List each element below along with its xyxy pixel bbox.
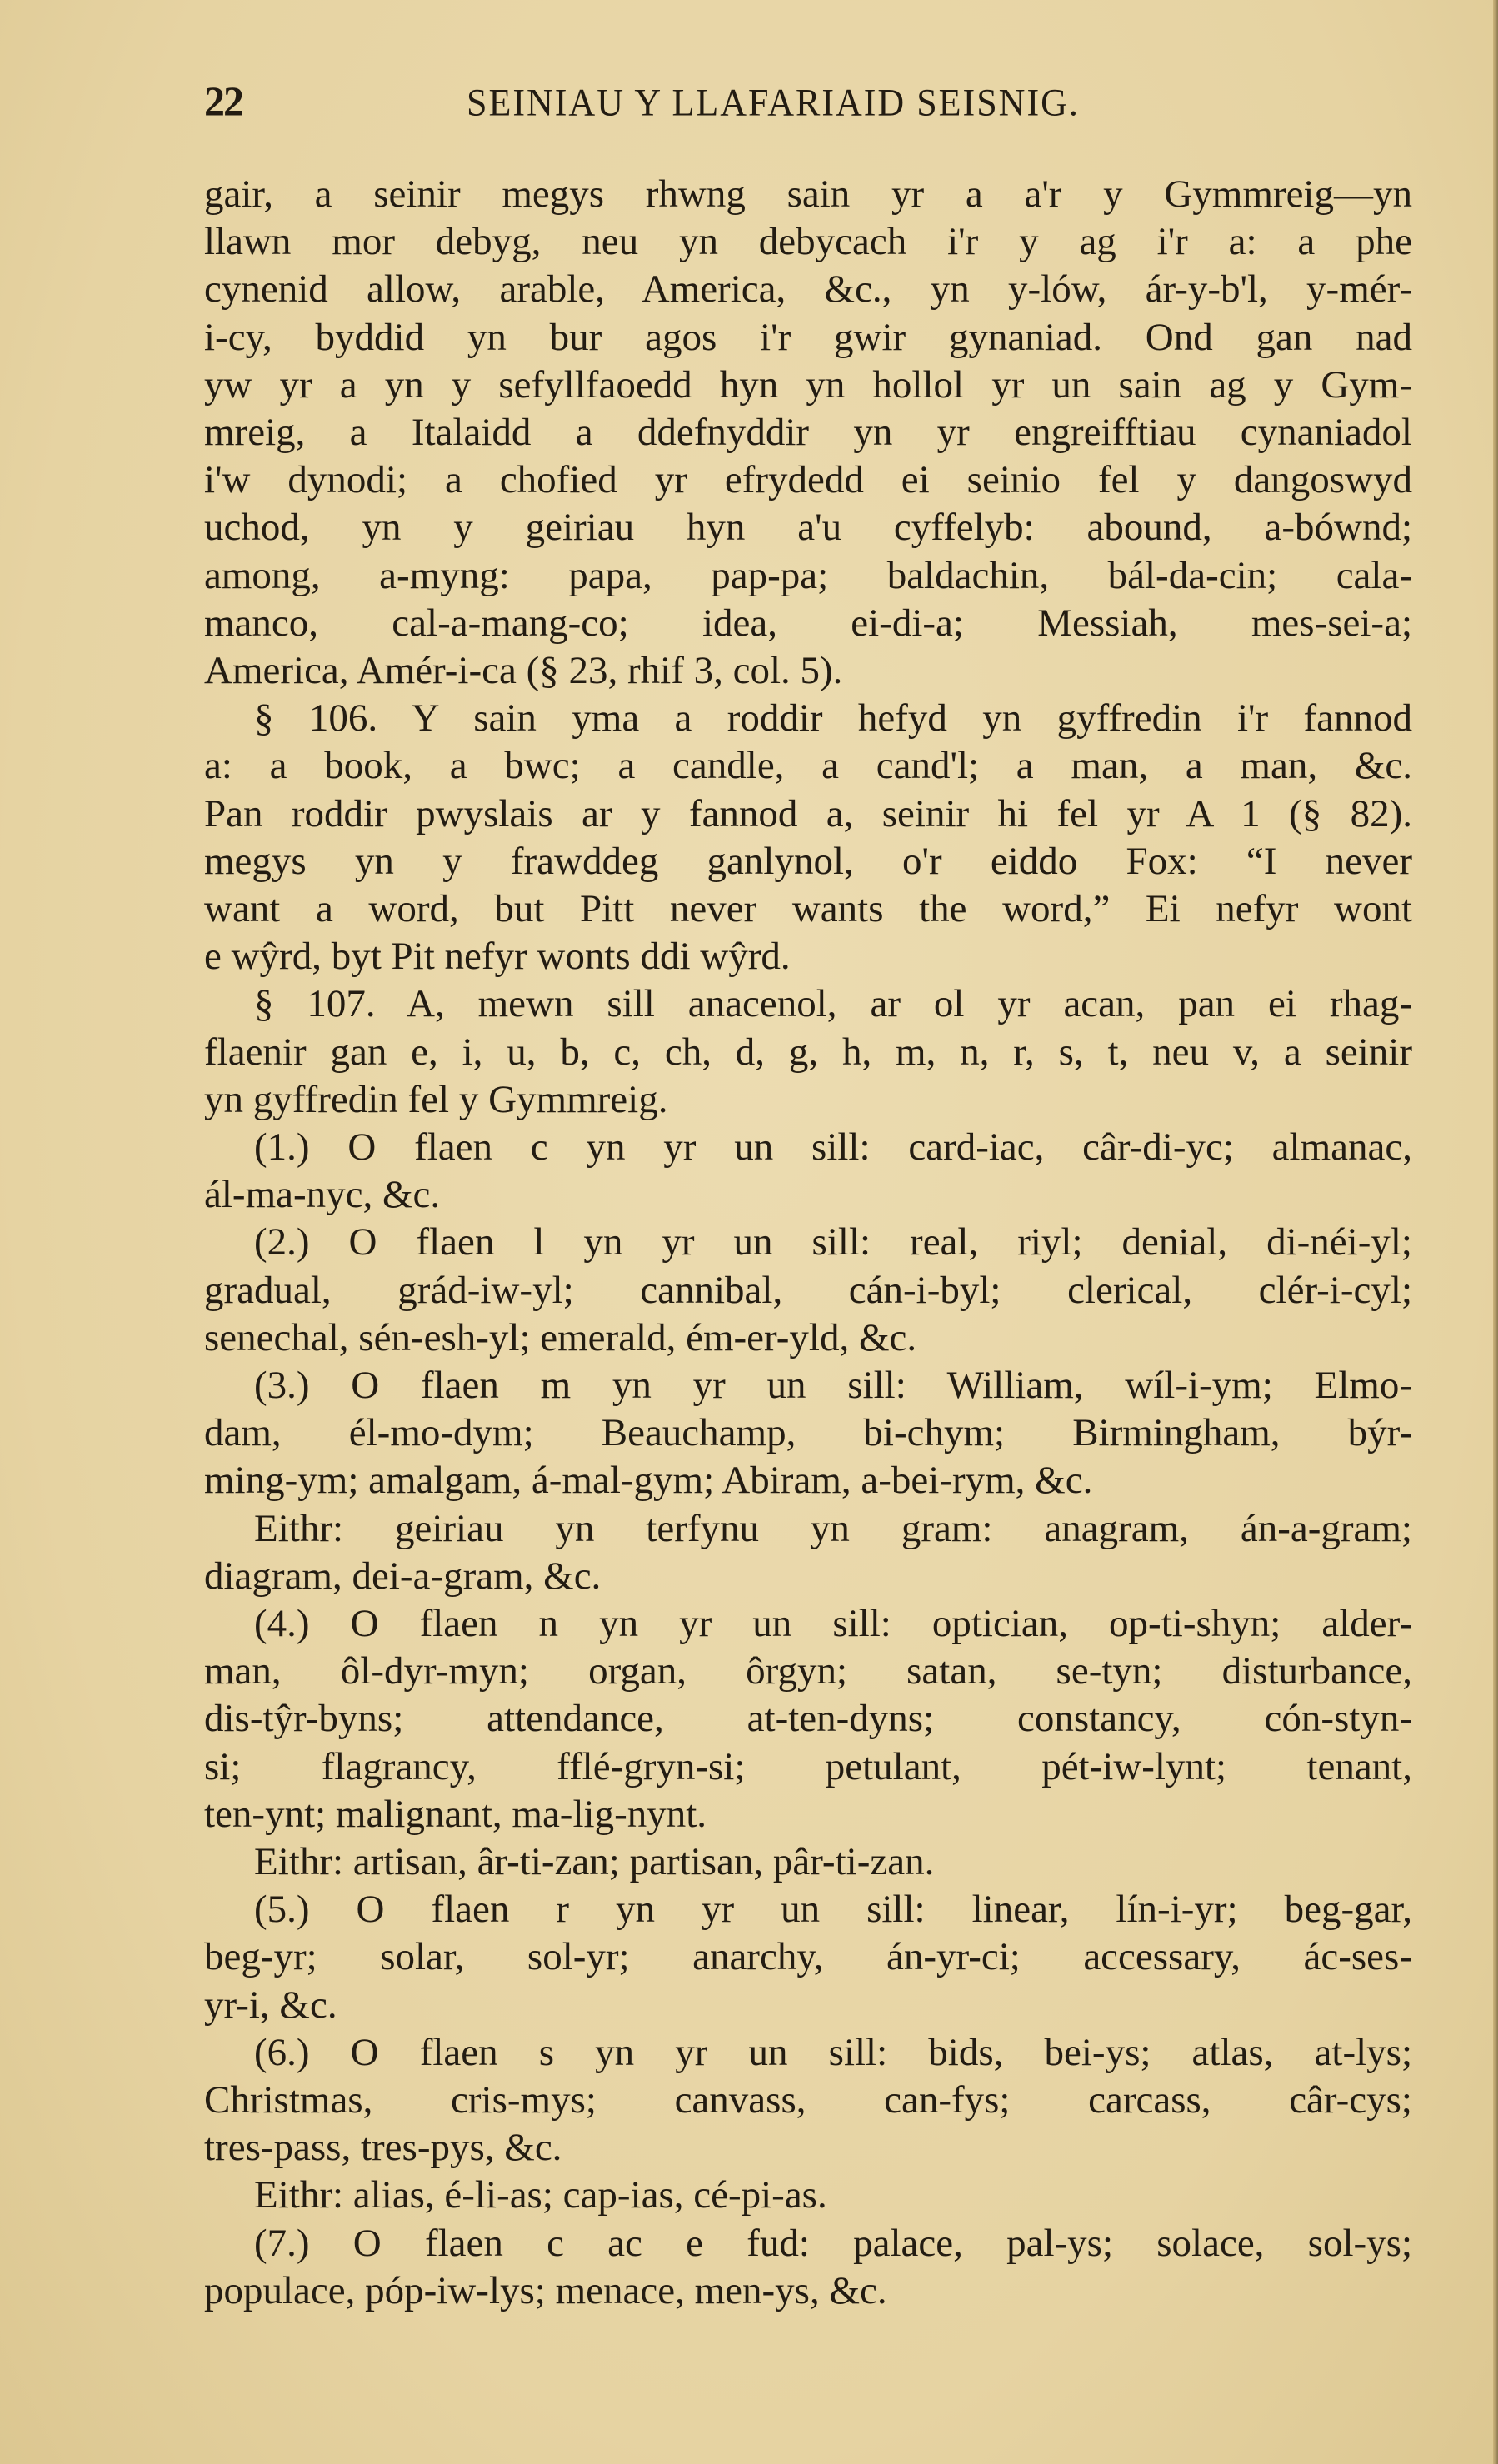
text-line: (7.) O flaen c ac e fud: palace, pal-ys; solace, sol-ys; bbox=[254, 2221, 1412, 2265]
page-number: 22 bbox=[204, 77, 242, 124]
text-line: beg-yr; solar, sol-yr; anarchy, án-yr-ci; accessary, ác-ses- bbox=[204, 1935, 1412, 1979]
text-line: (6.) O flaen s yn yr un sill: bids, bei-ys; atlas, at-lys; bbox=[254, 2030, 1412, 2074]
text-line: ming-ym; amalgam, á-mal-gym; Abiram, a-bei-rym, &c. bbox=[204, 1459, 1093, 1503]
text-line: llawn mor debyg, neu yn debycach i'r y ag i'r a: a phe bbox=[204, 220, 1412, 264]
text-line: megys yn y frawddeg ganlynol, o'r eiddo Fox: “I never bbox=[204, 839, 1412, 883]
text-line: among, a-myng: papa, pap-pa; baldachin, bál-da-cin; cala- bbox=[204, 553, 1412, 597]
text-line: gradual, grád-iw-yl; cannibal, cán-i-byl; clerical, clér-i-cyl; bbox=[204, 1268, 1412, 1312]
text-line: ten-ynt; malignant, ma-lig-nynt. bbox=[204, 1792, 707, 1836]
text-line: (2.) O flaen l yn yr un sill: real, riyl; denial, di-néi-yl; bbox=[254, 1220, 1412, 1264]
text-line: dam, él-mo-dym; Beauchamp, bi-chym; Birmingham, býr- bbox=[204, 1411, 1412, 1455]
text-line: want a word, but Pitt never wants the word,” Ei nefyr wont bbox=[204, 887, 1412, 930]
text-line: populace, póp-iw-lys; menace, men-ys, &c. bbox=[204, 2268, 887, 2312]
text-line: diagram, dei-a-gram, &c. bbox=[204, 1554, 602, 1598]
text-line: e wŷrd, byt Pit nefyr wonts ddi wŷrd. bbox=[204, 935, 791, 979]
text-line: man, ôl-dyr-myn; organ, ôrgyn; satan, se-tyn; disturbance, bbox=[204, 1649, 1412, 1693]
text-line: Eithr: artisan, âr-ti-zan; partisan, pâr-ti-zan. bbox=[254, 1840, 935, 1883]
text-line: Eithr: alias, é-li-as; cap-ias, cé-pi-as. bbox=[254, 2173, 827, 2217]
text-line: a: a book, a bwc; a candle, a cand'l; a man, a man, &c. bbox=[204, 744, 1412, 788]
text-line: i-cy, byddid yn bur agos i'r gwir gynaniad. Ond gan nad bbox=[204, 315, 1412, 359]
text-line: gair, a seinir megys rhwng sain yr a a'r y Gymmreig—yn bbox=[204, 172, 1412, 216]
text-line: Eithr: geiriau yn terfynu yn gram: anagram, án-a-gram; bbox=[254, 1506, 1412, 1550]
text-line: Pan roddir pwyslais ar y fannod a, seinir hi fel yr A 1 (§ 82). bbox=[204, 791, 1412, 835]
text-line: ál-ma-nyc, &c. bbox=[204, 1173, 441, 1217]
text-line: yr-i, &c. bbox=[204, 1983, 337, 2027]
text-line: § 106. Y sain yma a roddir hefyd yn gyffredin i'r fannod bbox=[254, 696, 1412, 741]
text-line: America, Amér-i-ca (§ 23, rhif 3, col. 5). bbox=[204, 649, 843, 692]
text-line: tres-pass, tres-pys, &c. bbox=[204, 2126, 562, 2170]
text-line: (3.) O flaen m yn yr un sill: William, wíl-i-ym; Elmo- bbox=[254, 1364, 1412, 1407]
text-line: (5.) O flaen r yn yr un sill: linear, lín-i-yr; beg-gar, bbox=[254, 1888, 1412, 1932]
text-line: senechal, sén-esh-yl; emerald, ém-er-yld, &c. bbox=[204, 1315, 917, 1359]
text-line: uchod, yn y geiriau hyn a'u cyffelyb: abound, a-bównd; bbox=[204, 506, 1412, 550]
text-line: i'w dynodi; a chofied yr efrydedd ei seinio fel y dangoswyd bbox=[204, 458, 1412, 502]
page-edge bbox=[1493, 0, 1498, 2464]
text-line: si; flagrancy, fflé-gryn-si; petulant, pét-iw-lynt; tenant, bbox=[204, 1744, 1412, 1788]
text-line: Christmas, cris-mys; canvass, can-fys; carcass, câr-cys; bbox=[204, 2078, 1412, 2122]
text-line: manco, cal-a-mang-co; idea, ei-di-a; Messiah, mes-sei-a; bbox=[204, 601, 1412, 645]
text-line: flaenir gan e, i, u, b, c, ch, d, g, h, m, n, r, s, t, neu v, a seinir bbox=[204, 1030, 1412, 1074]
text-line: yn gyffredin fel y Gymmreig. bbox=[204, 1077, 668, 1121]
text-line: (4.) O flaen n yn yr un sill: optician, op-ti-shyn; alder- bbox=[254, 1602, 1412, 1645]
text-line: cynenid allow, arable, America, &c., yn y-lów, ár-y-b'l, y-mér- bbox=[204, 267, 1412, 312]
text-line: dis-tŷr-byns; attendance, at-ten-dyns; constancy, cón-styn- bbox=[204, 1697, 1412, 1741]
text-line: yw yr a yn y sefyllfaoedd hyn yn hollol yr un sain ag y Gym- bbox=[204, 362, 1412, 407]
running-header: SEINIAU Y LLAFARIAID SEISNIG. bbox=[467, 81, 1080, 125]
text-line: (1.) O flaen c yn yr un sill: card-iac, câr-di-yc; almanac, bbox=[254, 1125, 1412, 1169]
text-line: § 107. A, mewn sill anacenol, ar ol yr acan, pan ei rhag- bbox=[254, 982, 1412, 1026]
text-line: mreig, a Italaidd a ddefnyddir yn yr engreifftiau cynaniadol bbox=[204, 411, 1412, 454]
